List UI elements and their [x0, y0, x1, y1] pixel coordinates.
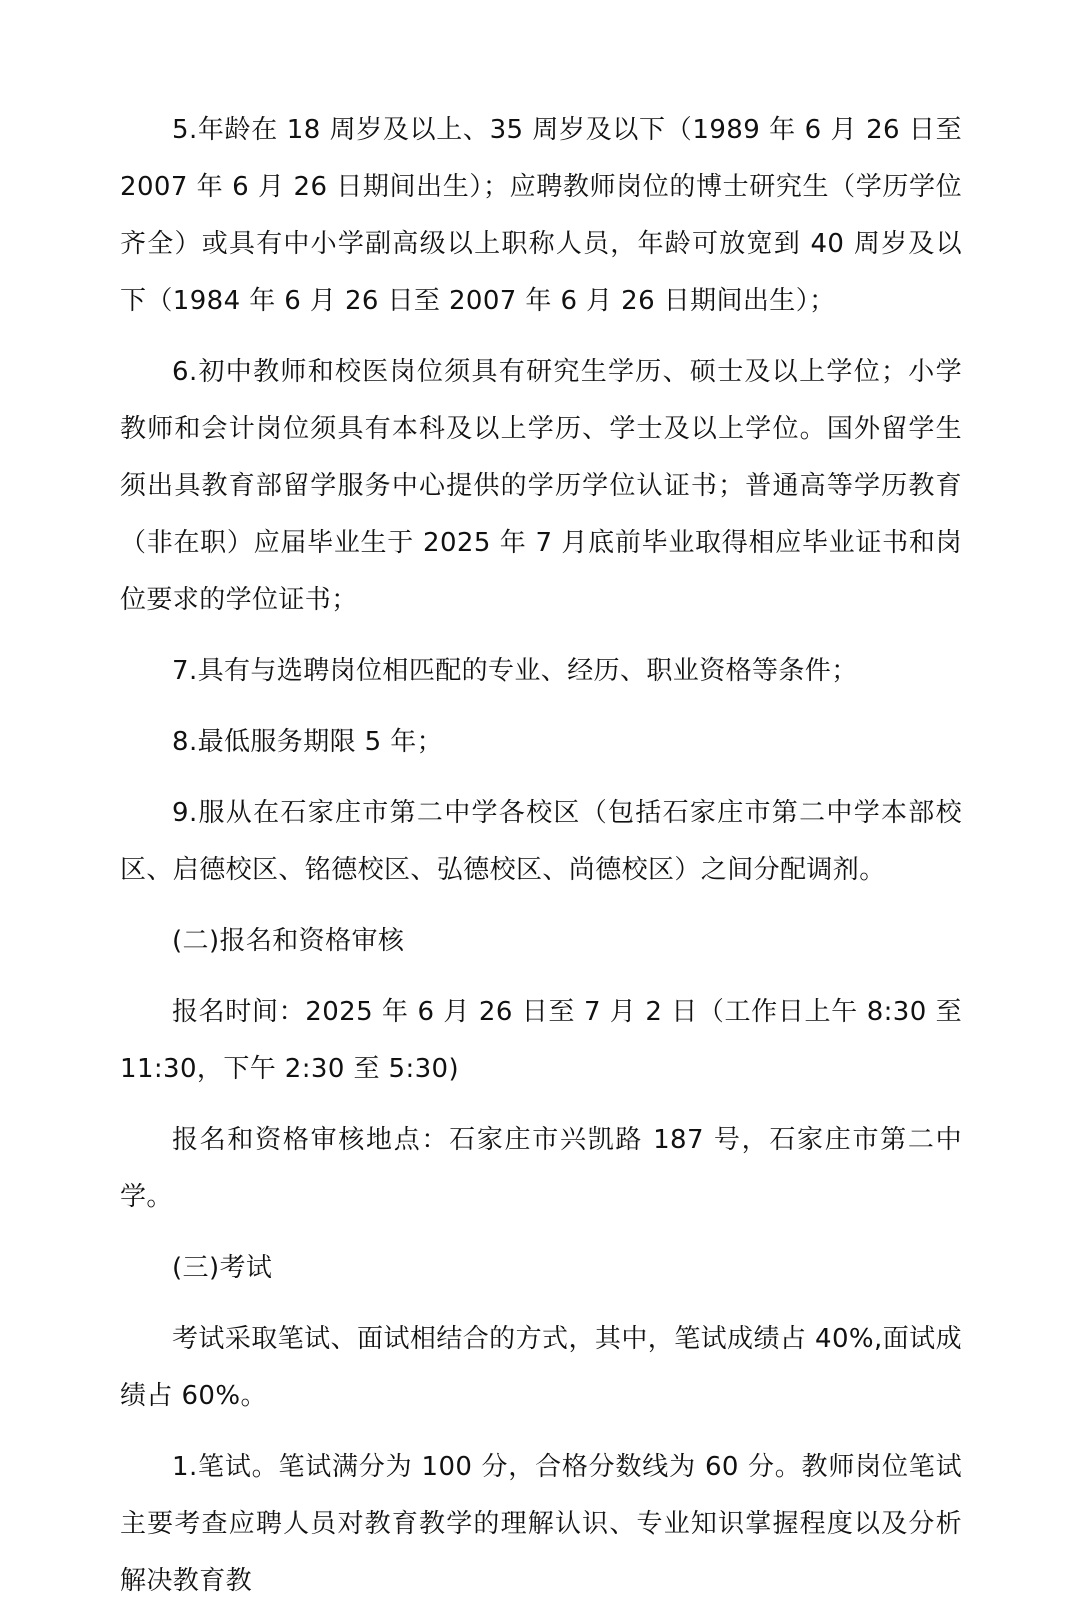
section-heading-registration: (二)报名和资格审核 [172, 926, 405, 956]
document-page [120, 102, 962, 1610]
paragraph-written-exam: 1.笔试。笔试满分为 100 分，合格分数线为 60 分。教师岗位笔试主要考查应聘人员对教育教学的理解认识、专业知识掌握程度以及分析解决教育教 [120, 1452, 962, 1596]
paragraph-age-requirement: 5.年龄在 18 周岁及以上、35 周岁及以下（1989 年 6 月 26 日至 2007 年 6 月 26 日期间出生）；应聘教师岗位的博士研究生（学历学位齐全）或具有中小学副高级以上职称人员，年龄可放宽到 40 周岁及以下（1984 年 6 月 26 日至 2007 年 6 月 26 日期间出生）； [120, 115, 962, 316]
paragraph-qualification-requirement: 7.具有与选聘岗位相匹配的专业、经历、职业资格等条件； [172, 656, 858, 686]
paragraph-exam-method: 考试采取笔试、面试相结合的方式，其中，笔试成绩占 40%,面试成绩占 60%。 [120, 1324, 962, 1411]
paragraph-campus-assignment: 9.服从在石家庄市第二中学各校区（包括石家庄市第二中学本部校区、启德校区、铭德校区、弘德校区、尚德校区）之间分配调剂。 [120, 798, 962, 885]
paragraph-registration-location: 报名和资格审核地点：石家庄市兴凯路 187 号，石家庄市第二中学。 [120, 1125, 962, 1212]
section-heading-exam: (三)考试 [172, 1253, 273, 1283]
paragraph-service-period: 8.最低服务期限 5 年； [172, 727, 444, 757]
paragraph-registration-time: 报名时间：2025 年 6 月 26 日至 7 月 2 日（工作日上午 8:30 至 11:30，下午 2:30 至 5:30) [120, 997, 962, 1084]
paragraph-education-requirement: 6.初中教师和校医岗位须具有研究生学历、硕士及以上学位；小学教师和会计岗位须具有本科及以上学历、学士及以上学位。国外留学生须出具教育部留学服务中心提供的学历学位认证书；普通高等学历教育（非在职）应届毕业生于 2025 年 7 月底前毕业取得相应毕业证书和岗位要求的学位证书； [120, 357, 962, 615]
